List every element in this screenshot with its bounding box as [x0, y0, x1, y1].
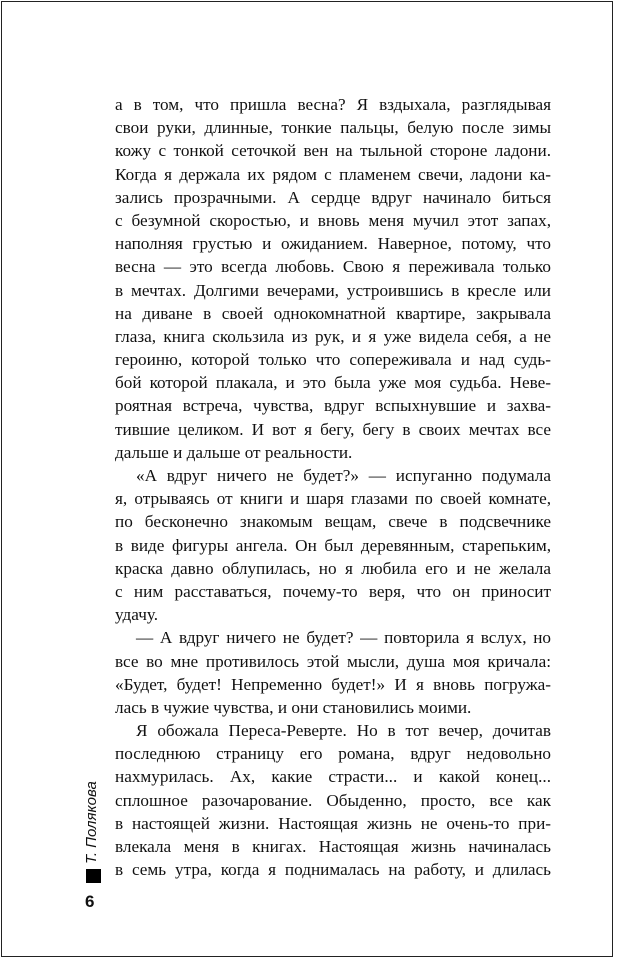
text-line: на диване в своей однокомнатной квартире, закрывала [115, 303, 551, 323]
text-line: с ним расставаться, почему-то веря, что он приносит [115, 581, 551, 601]
page-marker [86, 869, 101, 883]
text-line: «А вдруг ничего не будет?» — испуганно подумала [136, 466, 551, 485]
text-line: краска давно облупилась, но я любила его и не желала [115, 558, 551, 578]
text-line: глаза, книга скользила из рук, и я уже видела себя, а не [115, 326, 551, 346]
body-text [115, 91, 551, 879]
text-line: бой которой плакала, и это была уже моя судьба. Неве- [115, 373, 551, 393]
text-line: роятная встреча, чувства, вдруг вспыхнувшие и захва- [115, 396, 551, 416]
text-line: тившие целиком. И вот я бегу, бегу в своих мечтах все [115, 419, 551, 439]
text-line: кожу с тонкой сеточкой вен на тыльной стороне ладони. [115, 141, 551, 161]
text-line: последнюю страницу его романа, вдруг недовольно [115, 744, 551, 764]
text-line: героиню, которой только что сопереживала и над судь- [115, 350, 551, 370]
text-line: в мечтах. Долгими вечерами, устроившись в кресле или [115, 280, 551, 300]
text-line: все во мне противилось этой мысли, душа моя кричала: [115, 651, 551, 671]
text-line: Я обожала Переса-Реверте. Но в тот вечер, дочитав [136, 721, 551, 741]
book-page [1, 1, 613, 957]
text-line: сплошное разочарование. Обыденно, просто, все как [115, 790, 551, 810]
text-line: в настоящей жизни. Настоящая жизнь не очень-то при- [115, 813, 551, 833]
text-line: по бесконечно знакомым вещам, свече в подсвечнике [115, 512, 551, 532]
text-line: лась в чужие чувства, и они становились моими. [115, 697, 472, 717]
text-line: с безумной скоростью, и вновь меня мучил этот запах, [115, 210, 551, 230]
text-line: свои руки, длинные, тонкие пальцы, белую после зимы [115, 118, 551, 138]
text-line: дальше и дальше от реальности. [115, 442, 353, 462]
text-line: — А вдруг ничего не будет? — повторила я вслух, но [136, 628, 551, 648]
text-line: влекала меня в книгах. Настоящая жизнь начиналась [115, 837, 551, 856]
text-line: в виде фигуры ангела. Он был деревянным, старепьким, [115, 535, 551, 555]
running-author: Т. Полякова [83, 781, 100, 864]
page-number: 6 [85, 892, 95, 911]
text-line: наполняя грустью и ожиданием. Наверное, потому, что [115, 234, 551, 254]
text-line: весна — это всегда любовь. Свою я переживала только [115, 257, 551, 277]
text-line: Когда я держала их рядом с пламенем свечи, ладони ка- [115, 164, 551, 184]
text-line: а в том, что пришла весна? Я вздыхала, разглядывая [115, 95, 551, 114]
text-line: удачу. [115, 605, 159, 625]
text-line: зались прозрачными. А сердце вдруг начинало биться [115, 187, 551, 207]
text-line: я, отрываясь от книги и шаря глазами по своей комнате, [115, 489, 551, 509]
text-line: «Будет, будет! Непременно будет!» И я вновь погружа- [115, 674, 551, 694]
text-line: в семь утра, когда я поднималась на работу, и длилась [115, 860, 551, 880]
text-line: нахмурилась. Ах, какие страсти... и какой конец... [115, 767, 551, 787]
